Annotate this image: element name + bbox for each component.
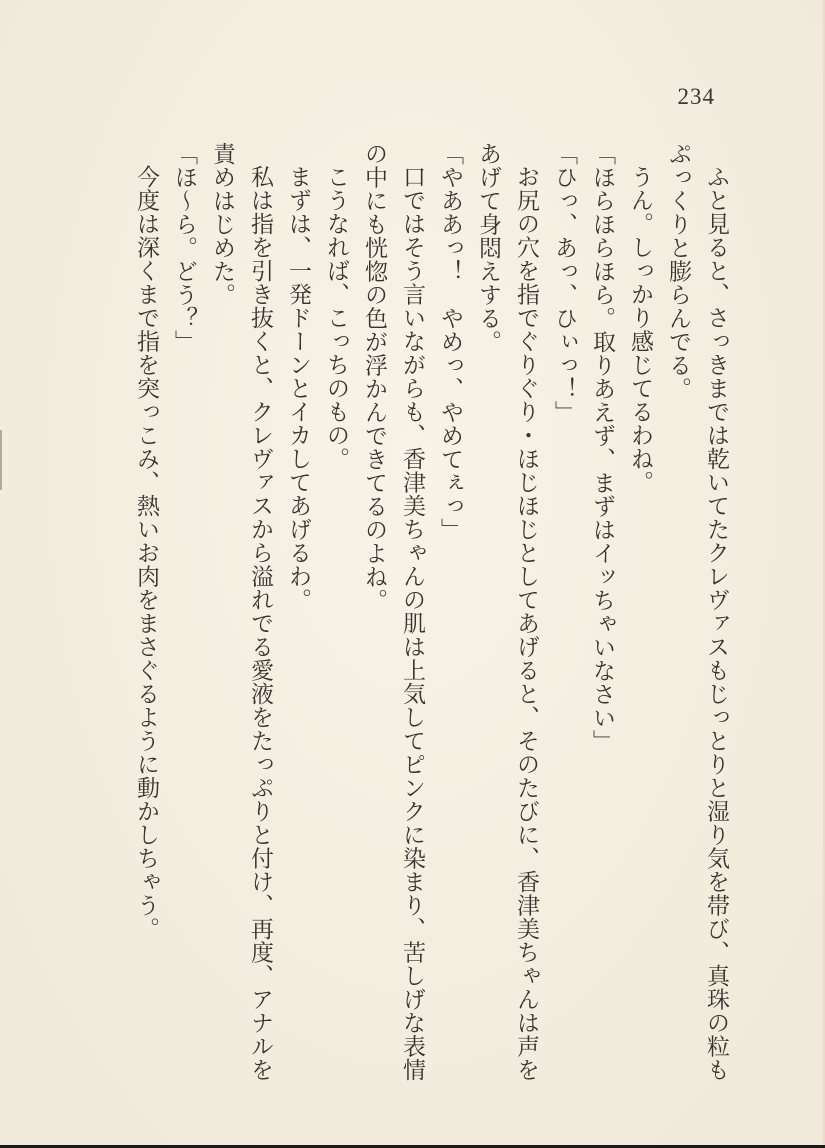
paragraph-8-narration: こうなれば、こっちのもの。: [324, 165, 349, 471]
text-block: [127, 142, 735, 1084]
paragraph-3-dialogue: 「ほらほらほら。取りあえず、まずはイッちゃいなさい」: [590, 142, 615, 753]
paragraph-4-dialogue: 「ひっ、あっ、ひぃっ！」: [552, 142, 577, 424]
paragraph-9-narration: まずは、一発ドーンとイカしてあげるわ。: [286, 165, 311, 612]
paragraph-10-narration: 私は指を引き抜くと、クレヴァスから溢れでる愛液をたっぷりと付け、再度、アナルを責めはじめた。: [210, 142, 273, 1082]
scan-speck-left: [0, 430, 2, 490]
paragraph-2-narration: うん。しっかり感じてるわね。: [628, 165, 653, 494]
paragraph-6-dialogue: 「やああっ！ やめっ、やめてぇっ」: [438, 142, 463, 542]
paragraph-7-narration: 口ではそう言いながらも、香津美ちゃんの肌は上気してピンクに染まり、苦しげな表情の中にも恍惚の色が浮かんできてるのよね。: [362, 142, 425, 1082]
paragraph-5-narration: お尻の穴を指でぐりぐり・ほじほじとしてあげると、そのたびに、香津美ちゃんは声をあげて身悶えする。: [476, 142, 539, 1082]
paragraph-11-dialogue: 「ほ〜ら。どう？」: [172, 142, 197, 354]
paragraph-12-narration: 今度は深くまで指を突っこみ、熱いお肉をまさぐるように動かしちゃう。: [134, 165, 159, 941]
paragraph-1-narration: ふと見ると、さっきまでは乾いてたクレヴァスもじっとりと湿り気を帯び、真珠の粒もぷっくりと膨らんでる。: [666, 142, 729, 1082]
page-number: 234: [677, 84, 715, 109]
